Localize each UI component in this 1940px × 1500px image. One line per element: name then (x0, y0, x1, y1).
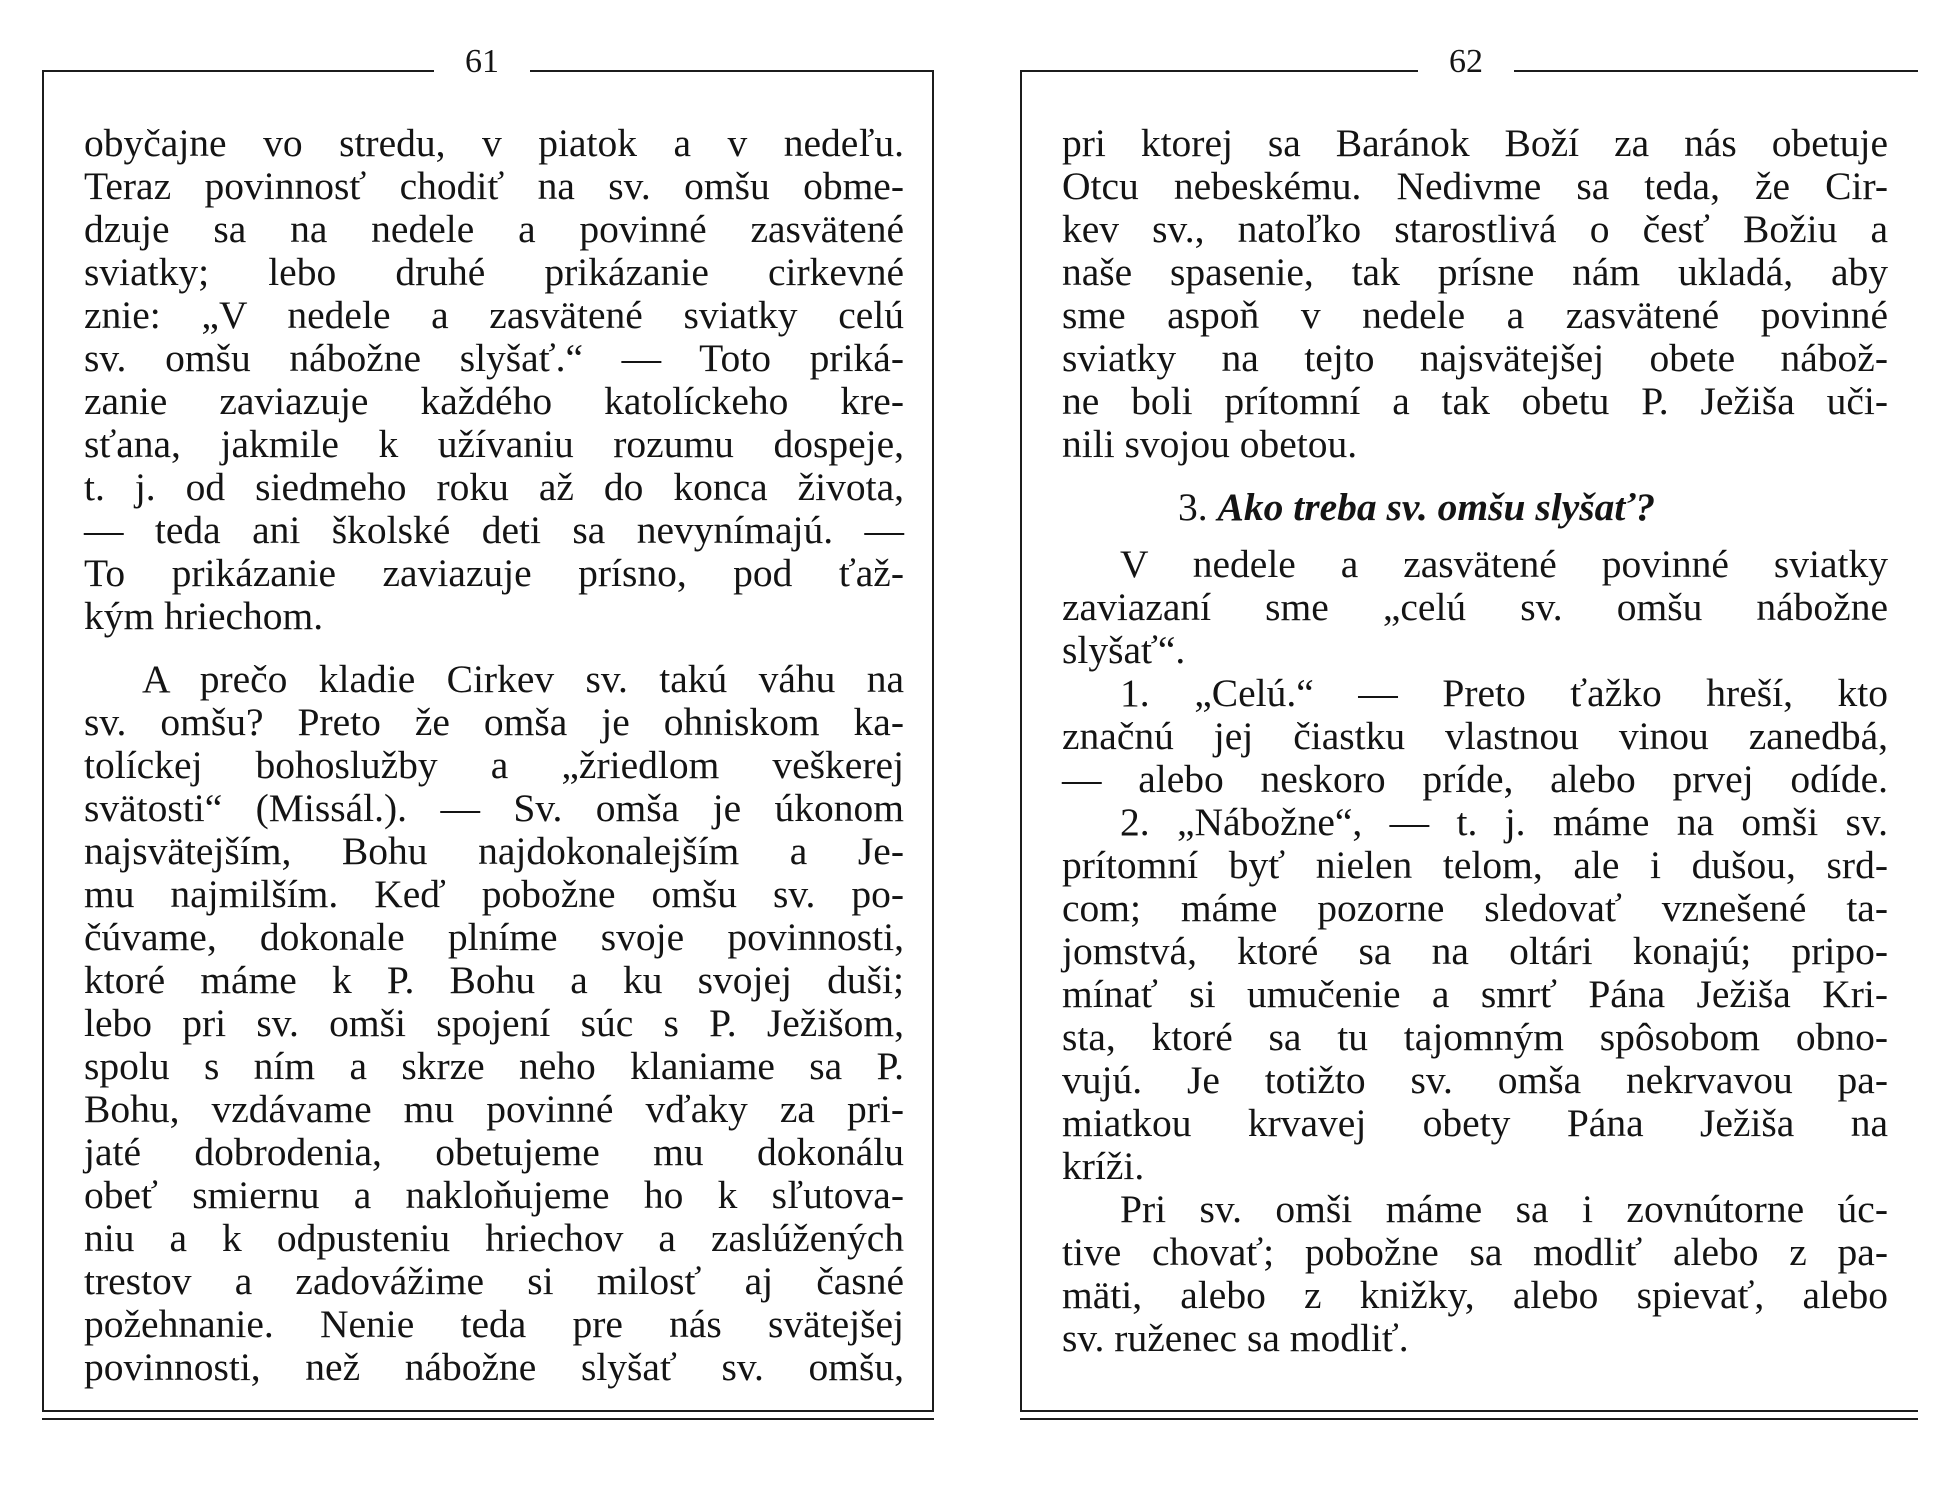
text-line: sviatky; lebo druhé prikázanie cirkevné (84, 250, 904, 294)
frame-border (42, 1418, 934, 1420)
text-line: najsvätejším, Bohu najdokonalejším a Je- (84, 829, 904, 873)
text-line: zanie zaviazuje každého katolíckeho kre- (84, 379, 904, 423)
text-line: obyčajne vo stredu, v piatok a v nedeľu. (84, 121, 904, 165)
text-line: znie: „V nedele a zasvätené sviatky celú (84, 293, 904, 337)
text-line: sv. omšu nábožne slyšať.“ — Toto priká- (84, 336, 904, 380)
text-line: ktoré máme k P. Bohu a ku svojej duši; (84, 958, 904, 1002)
frame-border (42, 1410, 934, 1412)
section-title: Ako treba sv. omšu slyšať? (1217, 485, 1656, 529)
text-line: mu najmilším. Keď pobožne omšu sv. po- (84, 872, 904, 916)
text-line: Pri sv. omši máme sa i zovnútorne úc- (1120, 1187, 1888, 1231)
text-line: com; máme pozorne sledovať vznešené ta- (1062, 886, 1888, 930)
text-line: jomstvá, ktoré sa na oltári konajú; pripo- (1062, 929, 1888, 973)
text-line: tolíckej bohoslužby a „žriedlom veškerej (84, 743, 904, 787)
left-page-header (42, 40, 934, 84)
frame-border (1020, 72, 1022, 1410)
text-line: 2. „Nábožne“, — t. j. máme na omši sv. (1120, 800, 1888, 844)
text-line: pri ktorej sa Baránok Boží za nás obetuje (1062, 121, 1888, 165)
text-line: kríži. (1062, 1144, 1145, 1188)
text-line: t. j. od siedmeho roku až do konca života, (84, 465, 904, 509)
paragraph (1062, 1188, 1888, 1360)
text-line: miatkou krvavej obety Pána Ježiša na (1062, 1101, 1888, 1145)
header-rule (530, 70, 934, 72)
text-line: požehnanie. Nenie teda pre nás svätejšej (84, 1302, 904, 1346)
text-line: povinnosti, než nábožne slyšať sv. omšu, (84, 1345, 904, 1389)
text-line: To prikázanie zaviazuje prísno, pod ťaž- (84, 551, 904, 595)
header-rule (1514, 70, 1918, 72)
text-line: nili svojou obetou. (1062, 422, 1358, 466)
paragraph (1062, 543, 1888, 672)
frame-border (42, 72, 44, 1410)
text-line: slyšať“. (1062, 628, 1186, 672)
text-line: sta, ktoré sa tu tajomným spôsobom obno- (1062, 1015, 1888, 1059)
section-heading (1062, 486, 1888, 529)
text-line: značnú jej čiastku vlastnou vinou zanedbá, (1062, 714, 1888, 758)
page-number: 61 (465, 43, 499, 80)
text-line: kým hriechom. (84, 594, 324, 638)
paragraph-gap (84, 638, 904, 658)
text-line: Teraz povinnosť chodiť na sv. omšu obme- (84, 164, 904, 208)
text-line: tive chovať; pobožne sa modliť alebo z pa- (1062, 1230, 1888, 1274)
paragraph (1062, 801, 1888, 1188)
text-line: dzuje sa na nedele a povinné zasvätené (84, 207, 904, 251)
text-line: naše spasenie, tak prísne nám ukladá, aby (1062, 250, 1888, 294)
text-line: jaté dobrodenia, obetujeme mu dokonálu (84, 1130, 904, 1174)
header-rule (1020, 70, 1418, 72)
left-text-block (84, 122, 904, 1389)
text-line: zaviazaní sme „celú sv. omšu nábožne (1062, 585, 1888, 629)
text-line: trestov a zadovážime si milosť aj časné (84, 1259, 904, 1303)
text-line: svätosti“ (Missál.). — Sv. omša je úkonom (84, 786, 904, 830)
text-line: lebo pri sv. omši spojení súc s P. Ježišom, (84, 1001, 904, 1045)
page-number: 62 (1449, 43, 1483, 80)
text-line: vujú. Je totižto sv. omša nekrvavou pa- (1062, 1058, 1888, 1102)
text-line: prítomní byť nielen telom, ale i dušou, srd- (1062, 843, 1888, 887)
text-line: sv. ruženec sa modliť. (1062, 1316, 1409, 1360)
left-page (42, 40, 934, 1440)
frame-border (1020, 1418, 1918, 1420)
right-page (1020, 40, 1918, 1440)
text-line: Bohu, vzdávame mu povinné vďaky za pri- (84, 1087, 904, 1131)
text-line: sme aspoň v nedele a zasvätené povinné (1062, 293, 1888, 337)
text-line: spolu s ním a skrze neho klaniame sa P. (84, 1044, 904, 1088)
paragraph (84, 658, 904, 1389)
paragraph (1062, 672, 1888, 801)
text-line: — teda ani školské deti sa nevynímajú. — (84, 508, 904, 552)
text-line: čúvame, dokonale plníme svoje povinnosti, (84, 915, 904, 959)
text-line: obeť smiernu a nakloňujeme ho k sľutova- (84, 1173, 904, 1217)
frame-border (932, 72, 934, 1410)
text-line: mínať si umučenie a smrť Pána Ježiša Kri- (1062, 972, 1888, 1016)
paragraph (1062, 122, 1888, 466)
right-page-header (1020, 40, 1918, 84)
frame-border (1020, 1410, 1918, 1412)
paragraph (84, 122, 904, 638)
text-line: niu a k odpusteniu hriechov a zaslúžených (84, 1216, 904, 1260)
text-line: 1. „Celú.“ — Preto ťažko hreší, kto (1120, 671, 1888, 715)
text-line: — alebo neskoro príde, alebo prvej odíde. (1062, 757, 1888, 801)
text-line: mäti, alebo z knižky, alebo spievať, alebo (1062, 1273, 1888, 1317)
text-line: ne boli prítomní a tak obetu P. Ježiša uči- (1062, 379, 1888, 423)
text-line: sťana, jakmile k užívaniu rozumu dospeje, (84, 422, 904, 466)
right-text-block (1062, 122, 1888, 1360)
text-line: Otcu nebeskému. Nedivme sa teda, že Cir- (1062, 164, 1888, 208)
text-line: V nedele a zasvätené povinné sviatky (1120, 542, 1888, 586)
text-line: A prečo kladie Cirkev sv. takú váhu na (142, 657, 904, 701)
text-line: sviatky na tejto najsvätejšej obete nábož- (1062, 336, 1888, 380)
header-rule (42, 70, 434, 72)
section-number: 3. (1178, 485, 1208, 529)
text-line: kev sv., natoľko starostlivá o česť Božiu a (1062, 207, 1888, 251)
text-line: sv. omšu? Preto že omša je ohniskom ka- (84, 700, 904, 744)
